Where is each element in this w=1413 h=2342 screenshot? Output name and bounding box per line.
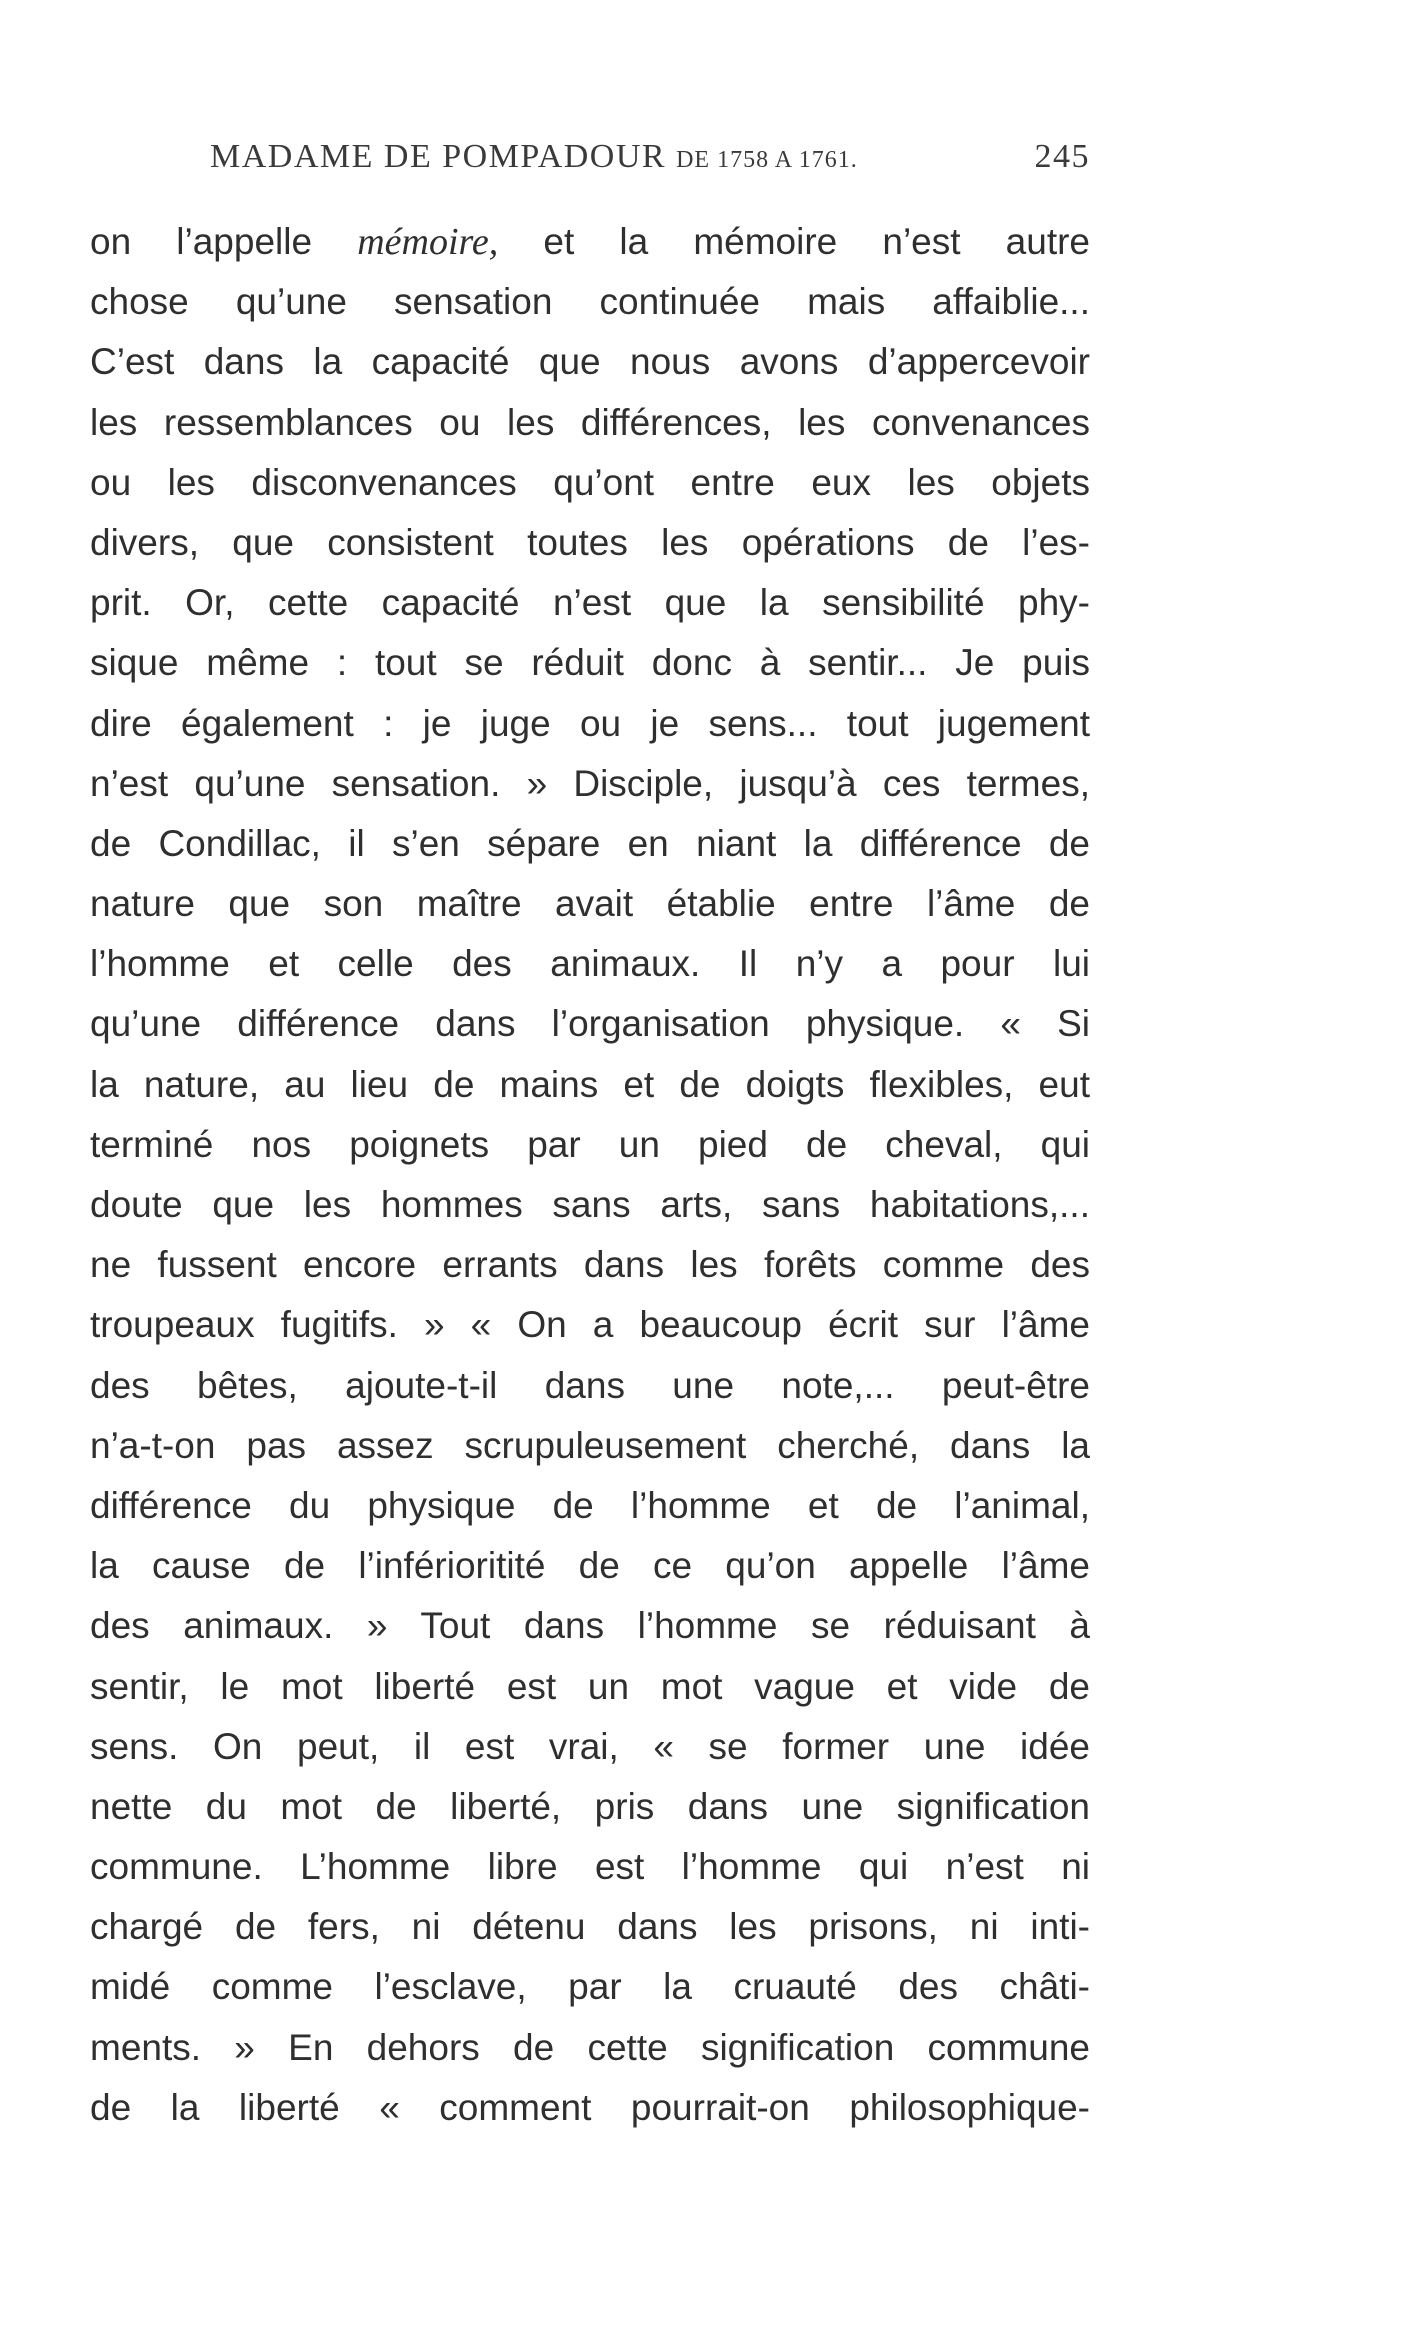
text-segment: des bêtes, ajoute-t-il dans une note,... peut-être <box>90 1364 1090 1406</box>
text-line <box>90 1536 1090 1596</box>
text-segment: midé comme l’esclave, par la cruauté des châti- <box>90 1966 1090 2008</box>
text-line <box>90 1957 1090 2017</box>
text-line <box>90 1897 1090 1957</box>
text-line <box>90 513 1090 573</box>
text-segment: doute que les hommes sans arts, sans habitations,... <box>90 1184 1090 1225</box>
text-segment: qu’une différence dans l’organisation physique. « Si <box>90 1003 1090 1045</box>
text-segment: troupeaux fugitifs. » « On a beaucoup écrit sur l’âme <box>90 1304 1090 1346</box>
italic-term: mémoire, <box>357 221 499 263</box>
running-title-dates: DE 1758 A 1761. <box>676 147 858 173</box>
text-segment: ne fussent encore errants dans les forêts comme des <box>90 1244 1090 1286</box>
text-segment: prit. Or, cette capacité n’est que la sensibilité phy- <box>90 582 1090 624</box>
text-line <box>90 453 1090 513</box>
text-segment: commune. L’homme libre est l’homme qui n’est ni <box>90 1846 1090 1888</box>
text-segment: divers, que consistent toutes les opérations de l’es- <box>90 521 1090 563</box>
page-number: 245 <box>1034 138 1090 175</box>
text-segment: de Condillac, il s’en sépare en niant la différence de <box>90 822 1090 864</box>
text-line <box>90 633 1090 693</box>
text-segment: la nature, au lieu de mains et de doigts flexibles, eut <box>90 1063 1090 1105</box>
text-line <box>90 1416 1090 1476</box>
text-segment: n’est qu’une sensation. » Disciple, jusqu’à ces termes, <box>90 762 1090 804</box>
text-segment: différence du physique de l’homme et de l’animal, <box>90 1484 1090 1526</box>
text-segment: C’est dans la capacité que nous avons d’appercevoir <box>90 341 1090 383</box>
text-line <box>90 573 1090 633</box>
text-line <box>90 1295 1090 1355</box>
text-segment: les ressemblances ou les différences, les convenances <box>90 401 1090 443</box>
text-line <box>90 1657 1090 1717</box>
text-segment: ments. » En dehors de cette signification commune <box>90 2026 1090 2068</box>
text-line <box>90 1356 1090 1416</box>
text-segment: chose qu’une sensation continuée mais affaiblie... <box>90 281 1090 323</box>
text-line <box>90 694 1090 754</box>
text-line <box>90 934 1090 994</box>
text-line <box>90 1717 1090 1777</box>
running-head <box>210 138 1090 188</box>
text-line <box>90 332 1090 392</box>
text-segment: sique même : tout se réduit donc à sentir... Je puis <box>90 642 1090 684</box>
text-segment: de la liberté « comment pourrait-on philosophique- <box>90 2086 1090 2128</box>
text-segment: chargé de fers, ni détenu dans les prisons, ni inti- <box>90 1906 1090 1948</box>
text-segment: des animaux. » Tout dans l’homme se réduisant à <box>90 1605 1090 1647</box>
text-line <box>90 1476 1090 1536</box>
running-title-main: MADAME DE POMPADOUR <box>210 138 677 175</box>
text-segment: et la mémoire n’est autre <box>498 221 1090 262</box>
text-line <box>90 754 1090 814</box>
text-segment: ou les disconvenances qu’ont entre eux les objets <box>90 461 1090 503</box>
text-line <box>90 1175 1090 1235</box>
text-line <box>90 814 1090 874</box>
text-line <box>90 212 1090 272</box>
text-segment: l’homme et celle des animaux. Il n’y a pour lui <box>90 943 1090 985</box>
text-line <box>90 1055 1090 1115</box>
text-line <box>90 2078 1090 2138</box>
text-segment: sens. On peut, il est vrai, « se former une idée <box>90 1725 1090 1767</box>
text-segment: nature que son maître avait établie entre l’âme de <box>90 883 1090 925</box>
text-line <box>90 2018 1090 2078</box>
running-title <box>210 138 858 176</box>
text-line <box>90 272 1090 332</box>
body-text <box>90 212 1090 2138</box>
text-segment: n’a-t-on pas assez scrupuleusement cherché, dans la <box>90 1424 1090 1466</box>
text-segment: terminé nos poignets par un pied de cheval, qui <box>90 1123 1090 1165</box>
text-line <box>90 1777 1090 1837</box>
text-line <box>90 994 1090 1054</box>
text-line <box>90 1235 1090 1295</box>
text-line <box>90 1115 1090 1175</box>
text-segment: sentir, le mot liberté est un mot vague et vide de <box>90 1665 1090 1707</box>
text-line <box>90 874 1090 934</box>
text-line <box>90 1596 1090 1656</box>
text-segment: on l’appelle <box>90 221 358 262</box>
text-line <box>90 1837 1090 1897</box>
text-segment: nette du mot de liberté, pris dans une signification <box>90 1785 1090 1827</box>
text-segment: la cause de l’inférioritité de ce qu’on appelle l’âme <box>90 1545 1090 1587</box>
text-line <box>90 393 1090 453</box>
text-segment: dire également : je juge ou je sens... tout jugement <box>90 702 1090 744</box>
